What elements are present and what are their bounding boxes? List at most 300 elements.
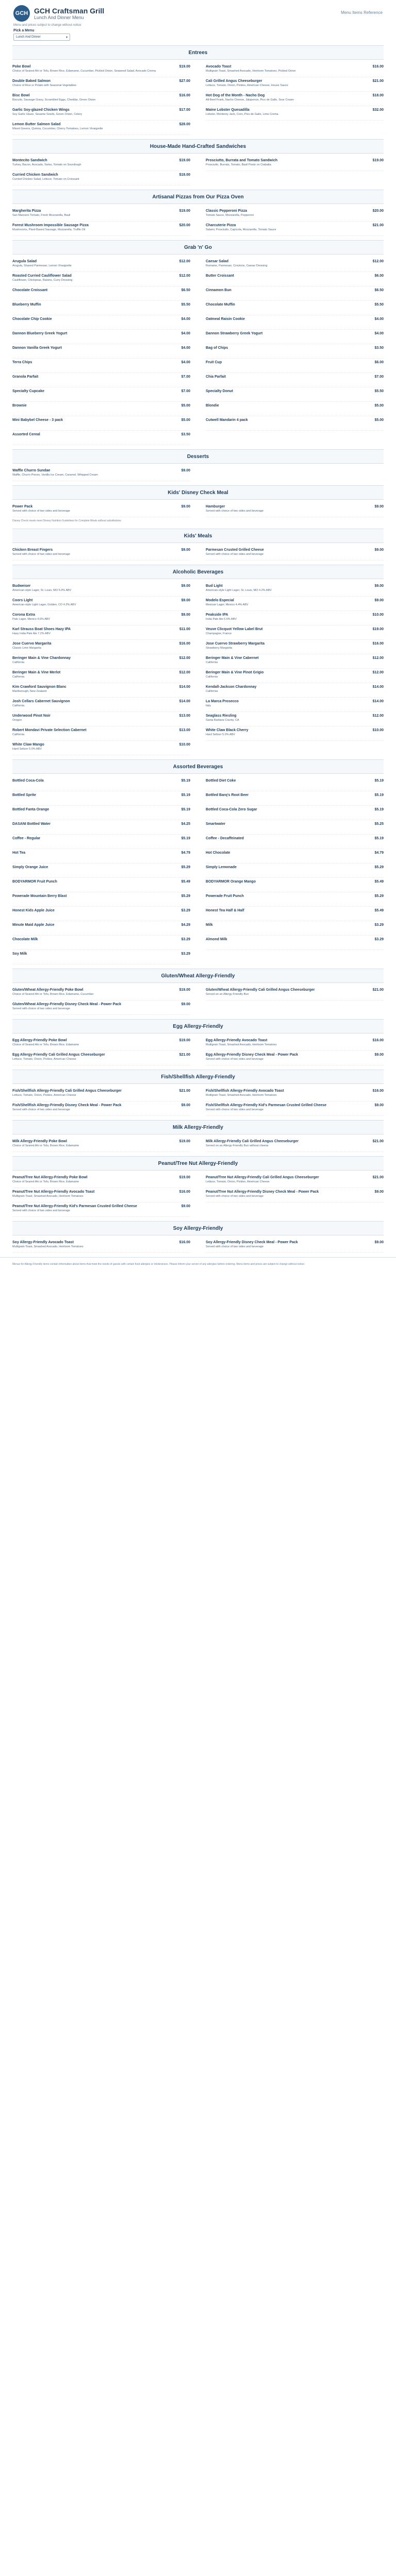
menu-item-name: Beringer Main & Vine Merlot bbox=[12, 671, 61, 674]
menu-item-name: Fish/Shellfish Allergy-Friendly Cali Grilled Angus Cheeseburger bbox=[12, 1089, 122, 1093]
menu-item-price: $21.00 bbox=[372, 988, 384, 992]
menu-section bbox=[0, 240, 396, 445]
menu-item-grid bbox=[12, 467, 384, 481]
menu-item-name: Milk Allergy-Friendly Poke Bowl bbox=[12, 1140, 67, 1143]
menu-item-name: Margherita Pizza bbox=[12, 209, 41, 213]
menu-item-price: $9.00 bbox=[374, 584, 384, 588]
menu-item-price: $14.00 bbox=[179, 685, 190, 689]
menu-item-row bbox=[206, 584, 384, 588]
menu-item-name: Hot Tea bbox=[12, 851, 26, 855]
menu-item-description: California bbox=[206, 675, 218, 679]
menu-item-price: $9.00 bbox=[181, 1205, 190, 1208]
menu-item-row bbox=[206, 613, 384, 617]
menu-item-price: $19.00 bbox=[179, 1140, 190, 1143]
menu-item-price: $27.00 bbox=[179, 79, 190, 83]
menu-item-row bbox=[206, 822, 384, 826]
menu-picker-select[interactable] bbox=[13, 33, 70, 41]
menu-item-name: Gluten/Wheat Allergy-Friendly Cali Grilled Angus Cheeseburger bbox=[206, 988, 315, 992]
menu-item-row bbox=[12, 548, 190, 552]
menu-item-description: Santa Barbara County, CA bbox=[206, 719, 239, 722]
menu-item-row bbox=[12, 1039, 190, 1042]
menu-item-name: Parmesan Crusted Grilled Cheese bbox=[206, 548, 264, 552]
menu-item-price: $14.00 bbox=[372, 700, 384, 703]
menu-item-name: Kim Crawford Sauvignon Blanc bbox=[12, 685, 67, 689]
restaurant-title: GCH Craftsman Grill bbox=[34, 6, 105, 15]
menu-item-name: Cutwell Mandarin 4 pack bbox=[206, 418, 248, 422]
menu-item-name: BODYARMOR Fruit Punch bbox=[12, 880, 57, 884]
menu-item-description: Hard Seltzer 5.0% ABV bbox=[12, 748, 42, 751]
menu-item-description: Choice of Rice or Potato with Seasonal Vegetables bbox=[12, 84, 77, 87]
menu-item bbox=[206, 878, 384, 892]
menu-item bbox=[12, 546, 190, 561]
menu-item-name: Modelo Especial bbox=[206, 599, 234, 602]
menu-item-description: Multigrain Toast, Smashed Avocado, Heirloom Tomatoes, Pickled Onion bbox=[206, 70, 296, 73]
menu-item-description: Multigrain Toast, Smashed Avocado, Heirloom Tomatoes bbox=[206, 1094, 277, 1097]
menu-item bbox=[206, 597, 384, 611]
menu-item-description: Served with choice of two sides and beverage bbox=[12, 1007, 70, 1010]
menu-item-row bbox=[12, 123, 190, 126]
menu-item-price: $5.50 bbox=[181, 303, 190, 307]
menu-item-name: Gluten/Wheat Allergy-Friendly Disney Check Meal - Power Pack bbox=[12, 1003, 121, 1006]
menu-item-name: Gluten/Wheat Allergy-Friendly Poke Bowl bbox=[12, 988, 84, 992]
menu-item bbox=[12, 1037, 190, 1051]
menu-item-price: $21.00 bbox=[372, 1140, 384, 1143]
menu-item-price: $7.00 bbox=[181, 375, 190, 379]
menu-item-row bbox=[206, 1089, 384, 1093]
menu-item-price: $3.50 bbox=[374, 346, 384, 350]
menu-item bbox=[206, 92, 384, 106]
menu-item bbox=[12, 726, 190, 741]
menu-item bbox=[12, 106, 190, 121]
menu-item-price: $19.00 bbox=[179, 65, 190, 69]
menu-item-name: Milk bbox=[206, 923, 213, 927]
section-note: Disney Check meals meet Disney Nutrition Guidelines for Complete Meals without substitutions bbox=[12, 519, 121, 522]
menu-item bbox=[206, 625, 384, 640]
menu-item-price: $5.25 bbox=[374, 822, 384, 826]
menu-item-name: Fish/Shellfish Allergy-Friendly Avocado Toast bbox=[206, 1089, 284, 1093]
menu-item-name: Soy Allergy-Friendly Disney Check Meal - Power Pack bbox=[206, 1241, 298, 1244]
menu-item bbox=[206, 344, 384, 359]
menu-item-name: Peanut/Tree Nut Allergy-Friendly Poke Bowl bbox=[12, 1176, 88, 1179]
menu-item-name: Veuve Clicquot Yellow Label Brut bbox=[206, 628, 263, 631]
menu-item bbox=[206, 387, 384, 402]
menu-item bbox=[12, 286, 190, 301]
menu-item-row bbox=[12, 317, 190, 321]
menu-item-name: Brownie bbox=[12, 404, 27, 408]
menu-item bbox=[12, 698, 190, 712]
section-heading: Kids' Meals bbox=[12, 529, 384, 543]
menu-item-name: Bottled Sprite bbox=[12, 793, 36, 797]
menu-item-price: $4.00 bbox=[374, 332, 384, 335]
menu-item-name: Blondie bbox=[206, 404, 219, 408]
menu-item-price: $10.00 bbox=[372, 728, 384, 732]
menu-item-name: Garlic Soy-glazed Chicken Wings bbox=[12, 108, 70, 112]
menu-item-grid bbox=[12, 207, 384, 236]
menu-item-row bbox=[12, 613, 190, 617]
menu-item-name: Chocolate Croissant bbox=[12, 289, 48, 292]
menu-item-price: $9.00 bbox=[374, 1190, 384, 1194]
menu-item-price: $19.00 bbox=[179, 1176, 190, 1179]
menu-item-description: Hard Seltzer 5.0% ABV bbox=[206, 733, 235, 736]
menu-item-row bbox=[206, 505, 384, 509]
menu-item-price: $16.00 bbox=[179, 1241, 190, 1244]
menu-item-name: Peakside IPA bbox=[206, 613, 228, 617]
menu-section bbox=[0, 969, 396, 1015]
menu-item-grid bbox=[12, 157, 384, 185]
menu-item-price: $16.00 bbox=[179, 1190, 190, 1194]
menu-item-name: Charcuterie Pizza bbox=[206, 224, 236, 227]
menu-item-row bbox=[12, 599, 190, 602]
menu-item-name: Peanut/Tree Nut Allergy-Friendly Kid's Parmesan Crusted Grilled Cheese bbox=[12, 1205, 137, 1208]
menu-item-name: Egg Allergy-Friendly Poke Bowl bbox=[12, 1039, 67, 1042]
menu-item-price: $9.00 bbox=[181, 599, 190, 602]
menu-item-row bbox=[206, 938, 384, 941]
menu-item bbox=[206, 806, 384, 820]
menu-item-row bbox=[12, 656, 190, 660]
menu-item-description: Served with choice of two sides and beverage bbox=[206, 1195, 263, 1198]
menu-item-name: Roasted Curried Cauliflower Salad bbox=[12, 274, 72, 278]
menu-item-name: Specialty Donut bbox=[206, 389, 233, 393]
menu-item-row bbox=[12, 793, 190, 797]
menu-item-price: $19.00 bbox=[372, 628, 384, 631]
menu-item bbox=[12, 582, 190, 597]
menu-item-description: Served with choice of two sides and beverage bbox=[12, 1209, 70, 1212]
menu-item-price: $5.29 bbox=[374, 866, 384, 869]
menu-item-description: Classic Lime Margarita bbox=[12, 647, 41, 650]
menu-item-description: Salami, Prosciutto, Capicola, Mozzarella, Tomato Sauce bbox=[206, 228, 276, 231]
menu-item-description: Lettuce, Tomato, Onion, Pickles, American Cheese bbox=[206, 1180, 270, 1183]
menu-section bbox=[0, 565, 396, 755]
menu-item-row bbox=[12, 938, 190, 941]
menu-item-price: $4.00 bbox=[374, 317, 384, 321]
menu-subtitle: Lunch And Dinner Menu bbox=[34, 14, 84, 20]
menu-item bbox=[12, 863, 190, 878]
menu-item bbox=[206, 892, 384, 907]
menu-item-grid bbox=[12, 1087, 384, 1116]
menu-item-description: California bbox=[206, 690, 218, 693]
menu-item-row bbox=[12, 671, 190, 674]
menu-item-row bbox=[206, 260, 384, 263]
menu-item-name: Maine Lobster Quesadilla bbox=[206, 108, 250, 112]
menu-item-name: Avocado Toast bbox=[206, 65, 232, 69]
menu-item-row bbox=[12, 361, 190, 364]
menu-item-name: Mini Babybel Cheese - 3 pack bbox=[12, 418, 63, 422]
menu-item-row bbox=[12, 1104, 190, 1107]
menu-item-row bbox=[12, 65, 190, 69]
menu-item-price: $5.50 bbox=[374, 389, 384, 393]
section-heading: Kids' Disney Check Meal bbox=[12, 485, 384, 500]
menu-item-grid bbox=[12, 777, 384, 964]
menu-item-description: Turkey, Bacon, Avocado, Swiss, Tomato on Sourdough bbox=[12, 163, 81, 166]
menu-item bbox=[12, 157, 190, 171]
section-heading: Gluten/Wheat Allergy-Friendly bbox=[12, 969, 384, 983]
menu-item-price: $3.29 bbox=[181, 952, 190, 956]
section-heading: House-Made Hand-Crafted Sandwiches bbox=[12, 139, 384, 154]
menu-section bbox=[0, 139, 396, 185]
menu-item-name: Jose Cuervo Strawberry Margarita bbox=[206, 642, 265, 646]
menu-item-description: Served with choice of two sides and beverage bbox=[206, 1058, 263, 1061]
menu-item-row bbox=[206, 700, 384, 703]
menu-item-grid bbox=[12, 546, 384, 561]
menu-item-row bbox=[12, 94, 190, 97]
menu-item bbox=[12, 936, 190, 950]
menu-item-description: Pale Lager, Mexico 4.6% ABV bbox=[12, 618, 51, 621]
menu-item bbox=[206, 207, 384, 222]
menu-item bbox=[12, 301, 190, 315]
menu-item-price: $3.29 bbox=[181, 938, 190, 941]
menu-item-name: Soy Allergy-Friendly Avocado Toast bbox=[12, 1241, 74, 1244]
menu-section bbox=[0, 45, 396, 135]
menu-item-row bbox=[206, 375, 384, 379]
menu-item bbox=[12, 1188, 190, 1202]
menu-item-row bbox=[206, 65, 384, 69]
menu-item-row bbox=[12, 79, 190, 83]
menu-item bbox=[206, 330, 384, 344]
menu-item-name: Beringer Main & Vine Cabernet bbox=[206, 656, 259, 660]
menu-item-row bbox=[12, 346, 190, 350]
menu-item-grid bbox=[12, 1239, 384, 1253]
menu-item-description: All-Beef Frank, Nacho Cheese, Jalapenos, Pico de Gallo, Sour Cream bbox=[206, 98, 294, 101]
menu-item-price: $10.00 bbox=[179, 743, 190, 747]
menu-item-price: $12.00 bbox=[179, 274, 190, 278]
menu-item-name: Egg Allergy-Friendly Disney Check Meal - Power Pack bbox=[206, 1053, 299, 1057]
menu-item-description: Prosciutto, Burrata, Tomato, Basil Pesto on Ciabatta bbox=[206, 163, 271, 166]
menu-item-name: Cali Grilled Angus Cheeseburger bbox=[206, 79, 262, 83]
menu-item-description: Multigrain Toast, Smashed Avocado, Heirloom Tomatoes bbox=[12, 1195, 84, 1198]
menu-item-price: $16.00 bbox=[179, 642, 190, 646]
menu-item-row bbox=[206, 94, 384, 97]
menu-item-name: Bottled Diet Coke bbox=[206, 779, 236, 783]
menu-item bbox=[12, 986, 190, 1001]
menu-item-price: $5.29 bbox=[181, 894, 190, 898]
menu-item-name: Bag of Chips bbox=[206, 346, 228, 350]
menu-section bbox=[0, 1019, 396, 1065]
menu-item-name: Jose Cuervo Margarita bbox=[12, 642, 52, 646]
menu-item bbox=[206, 1087, 384, 1101]
menu-item-grid bbox=[12, 1138, 384, 1152]
menu-item-price: $28.00 bbox=[179, 123, 190, 126]
menu-item-price: $19.00 bbox=[179, 988, 190, 992]
menu-item-row bbox=[12, 837, 190, 840]
menu-item-price: $9.00 bbox=[374, 1053, 384, 1057]
menu-item-description: Romaine, Parmesan, Croutons, Caesar Dressing bbox=[206, 264, 268, 267]
menu-item-price: $12.00 bbox=[179, 671, 190, 674]
menu-item-name: Waffle Churro Sundae bbox=[12, 469, 51, 472]
section-heading: Fish/Shellfish Allergy-Friendly bbox=[12, 1070, 384, 1084]
menu-item-row bbox=[12, 224, 190, 227]
menu-item-row bbox=[206, 361, 384, 364]
menu-item bbox=[206, 582, 384, 597]
menu-item-name: Beringer Main & Vine Pinot Grigio bbox=[206, 671, 264, 674]
brand-row bbox=[13, 0, 383, 22]
menu-item-price: $12.00 bbox=[179, 260, 190, 263]
menu-item-name: Forest Mushroom Impossible Sausage Pizza bbox=[12, 224, 89, 227]
menu-item-row bbox=[12, 642, 190, 646]
menu-item-row bbox=[12, 1176, 190, 1179]
menu-item-price: $5.19 bbox=[181, 837, 190, 840]
menu-item-price: $4.00 bbox=[181, 317, 190, 321]
section-heading: Artisanal Pizzas from Our Pizza Oven bbox=[12, 190, 384, 204]
menu-item-price: $5.19 bbox=[181, 793, 190, 797]
menu-header bbox=[0, 0, 396, 41]
menu-item-description: Arugula, Shaved Parmesan, Lemon Vinaigrette bbox=[12, 264, 72, 267]
menu-item-name: Budweiser bbox=[12, 584, 31, 588]
menu-item-row bbox=[206, 909, 384, 912]
menu-item-price: $20.00 bbox=[179, 224, 190, 227]
menu-item bbox=[206, 921, 384, 936]
menu-item-name: Egg Allergy-Friendly Cali Grilled Angus Cheeseburger bbox=[12, 1053, 105, 1057]
menu-item-description: Tomato Sauce, Mozzarella, Pepperoni bbox=[206, 214, 254, 217]
menu-section bbox=[0, 759, 396, 964]
menu-item bbox=[206, 272, 384, 286]
menu-item-row bbox=[12, 728, 190, 732]
section-heading: Assorted Beverages bbox=[12, 759, 384, 774]
menu-item-name: Bottled Barq's Root Beer bbox=[206, 793, 249, 797]
menu-item bbox=[206, 907, 384, 921]
menu-item-price: $12.00 bbox=[372, 656, 384, 660]
menu-item bbox=[12, 597, 190, 611]
menu-item bbox=[206, 820, 384, 835]
menu-item bbox=[206, 1239, 384, 1253]
menu-item-grid bbox=[12, 258, 384, 445]
menu-item-description: Choice of Seared Ahi or Tofu, Brown Rice, Edamame, Cucumber bbox=[12, 993, 94, 996]
menu-section bbox=[0, 1221, 396, 1253]
menu-item-price: $5.49 bbox=[374, 880, 384, 884]
menu-item-row bbox=[12, 389, 190, 393]
menu-item-name: Underwood Pinot Noir bbox=[12, 714, 51, 718]
menu-item-description: India Pale Ale 6.5% ABV bbox=[206, 618, 237, 621]
menu-item-row bbox=[206, 224, 384, 227]
menu-item-price: $9.00 bbox=[181, 1104, 190, 1107]
menu-item bbox=[12, 669, 190, 683]
menu-item-row bbox=[12, 1053, 190, 1057]
menu-item-name: Fruit Cup bbox=[206, 361, 222, 364]
menu-item bbox=[12, 683, 190, 698]
menu-item-description: Lettuce, Tomato, Onion, Pickles, American Cheese bbox=[12, 1094, 76, 1097]
menu-item-name: Powerade Fruit Punch bbox=[206, 894, 244, 898]
menu-item-price: $9.00 bbox=[181, 469, 190, 472]
menu-item-name: White Claw Mango bbox=[12, 743, 44, 747]
menu-item-price: $12.00 bbox=[372, 260, 384, 263]
menu-item-description: Cauliflower, Chickpeas, Raisins, Curry Dressing bbox=[12, 279, 73, 282]
menu-item-price: $9.00 bbox=[181, 505, 190, 509]
menu-item-row bbox=[12, 851, 190, 855]
menu-item bbox=[206, 669, 384, 683]
menu-item bbox=[206, 1174, 384, 1188]
menu-item bbox=[12, 63, 190, 77]
menu-item bbox=[12, 330, 190, 344]
menu-item-price: $19.00 bbox=[179, 1039, 190, 1042]
menu-item-row bbox=[12, 743, 190, 747]
menu-reference-link[interactable]: Menu Items Reference bbox=[341, 10, 383, 15]
menu-item-description: Lobster, Monterey Jack, Corn, Pico de Gallo, Lime Crema bbox=[206, 113, 278, 116]
menu-item-row bbox=[206, 793, 384, 797]
menu-item-row bbox=[12, 923, 190, 927]
menu-item bbox=[12, 640, 190, 654]
menu-item-price: $16.00 bbox=[372, 642, 384, 646]
menu-item-name: Seaglass Riesling bbox=[206, 714, 237, 718]
menu-item-description: Served with choice of two sides and beverage bbox=[12, 1108, 70, 1111]
menu-item bbox=[206, 63, 384, 77]
menu-item-name: Smartwater bbox=[206, 822, 226, 826]
menu-item bbox=[206, 546, 384, 561]
menu-item-name: Oatmeal Raisin Cookie bbox=[206, 317, 245, 321]
menu-item-name: Assorted Cereal bbox=[12, 433, 40, 436]
menu-item-price: $16.00 bbox=[372, 1039, 384, 1042]
menu-item-price: $5.00 bbox=[374, 418, 384, 422]
menu-item-price: $10.00 bbox=[372, 613, 384, 617]
menu-item-price: $32.00 bbox=[372, 108, 384, 112]
menu-item-description: Italy bbox=[206, 704, 211, 707]
menu-item-row bbox=[12, 209, 190, 213]
menu-item-price: $5.00 bbox=[374, 404, 384, 408]
menu-item-price: $5.19 bbox=[374, 793, 384, 797]
menu-item bbox=[206, 777, 384, 791]
menu-picker-value: Lunch And Dinner bbox=[16, 36, 41, 39]
menu-item-row bbox=[206, 851, 384, 855]
menu-item bbox=[12, 791, 190, 806]
menu-item-row bbox=[206, 671, 384, 674]
menu-item-name: Kendall-Jackson Chardonnay bbox=[206, 685, 257, 689]
menu-item-row bbox=[12, 685, 190, 689]
menu-section bbox=[0, 1120, 396, 1152]
menu-item-row bbox=[206, 1140, 384, 1143]
menu-item-description: Strawberry Margarita bbox=[206, 647, 233, 650]
section-heading: Peanut/Tree Nut Allergy-Friendly bbox=[12, 1156, 384, 1171]
menu-item bbox=[206, 1138, 384, 1152]
menu-item bbox=[206, 726, 384, 741]
menu-item bbox=[12, 611, 190, 625]
menu-sections bbox=[0, 45, 396, 1253]
menu-item-row bbox=[12, 469, 190, 472]
menu-item-description: Served with choice of two sides and beverage bbox=[12, 553, 70, 556]
menu-item-row bbox=[12, 714, 190, 718]
menu-section bbox=[0, 449, 396, 481]
menu-item-price: $5.19 bbox=[374, 779, 384, 783]
restaurant-logo: GCH bbox=[13, 5, 30, 22]
menu-item-price: $20.00 bbox=[372, 209, 384, 213]
menu-item bbox=[12, 431, 190, 445]
menu-item-description: California bbox=[12, 733, 25, 736]
menu-item bbox=[206, 222, 384, 236]
menu-item bbox=[206, 640, 384, 654]
menu-item bbox=[12, 625, 190, 640]
menu-item-row bbox=[12, 1190, 190, 1194]
menu-item-name: Corona Extra bbox=[12, 613, 35, 617]
menu-item-name: Lemon Butter Salmon Salad bbox=[12, 123, 61, 126]
menu-item-name: Bottled Coca-Cola bbox=[12, 779, 44, 783]
menu-item-price: $3.29 bbox=[374, 923, 384, 927]
menu-item bbox=[12, 921, 190, 936]
menu-item-description: California bbox=[12, 661, 25, 664]
menu-item-description: Served with choice of two sides and beverage bbox=[206, 510, 263, 513]
menu-item-name: Simply Orange Juice bbox=[12, 866, 48, 869]
menu-item-price: $21.00 bbox=[179, 1053, 190, 1057]
menu-item-price: $5.00 bbox=[181, 404, 190, 408]
menu-item-row bbox=[12, 404, 190, 408]
menu-item-name: Hot Dog of the Month - Nacho Dog bbox=[206, 94, 265, 97]
menu-item-name: Coffee - Decaffeinated bbox=[206, 837, 244, 840]
menu-item-price: $12.00 bbox=[372, 714, 384, 718]
menu-item bbox=[206, 106, 384, 121]
menu-item-row bbox=[206, 389, 384, 393]
menu-item bbox=[206, 611, 384, 625]
menu-item-price: $9.00 bbox=[374, 599, 384, 602]
menu-section bbox=[0, 1070, 396, 1116]
menu-item bbox=[12, 849, 190, 863]
menu-item bbox=[12, 402, 190, 416]
menu-item-name: Robert Mondavi Private Selection Cabernet bbox=[12, 728, 87, 732]
